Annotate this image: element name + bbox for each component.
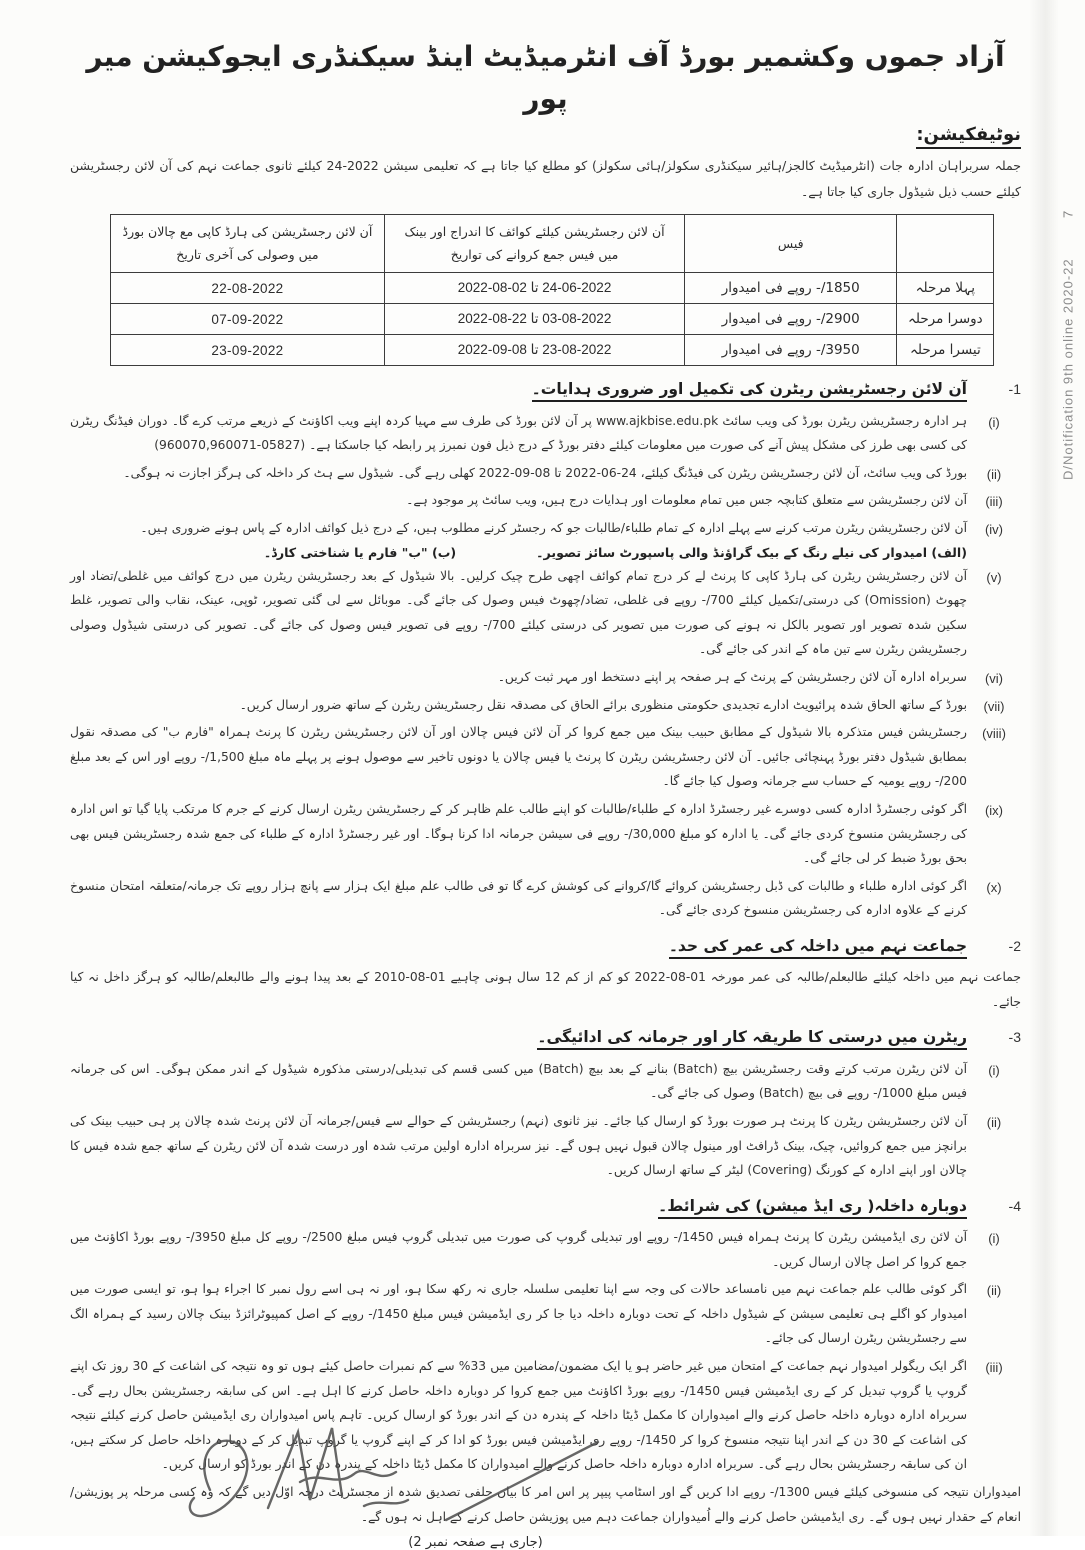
notification-heading: نوٹیفکیشن: — [916, 124, 1021, 149]
fee-cell: 2900/- روپے فی امیدوار — [685, 304, 897, 335]
photo-requirement-a: (الف) امیدوار کی نیلے رنگ کے بیک گراؤنڈ والی پاسپورٹ سائز تصویر۔ — [536, 544, 967, 560]
section-3-number: -3 — [1008, 1029, 1021, 1046]
table-row — [111, 335, 994, 366]
registration-schedule-table — [110, 214, 994, 366]
section-4-title-text: دوبارہ داخلہ( ری ایڈ میشن) کی شرائط۔ — [658, 1197, 967, 1219]
item-text: آن لائن رجسٹریشن ریٹرن کی ہارڈ کاپی کا پرنٹ لے کر درج تمام کوائف اچھی طرح چیک کرلیں۔ بالا شیڈول کے بعد رجسٹریشن ریٹرن میں درج کوائف میں غلطی/تضاد اور چھوٹ (Omission) کی درستی/تکمیل کیلئے 700/- روپے فی غلطی، تضاد/چھوٹ فیس وصول کی جائے گی۔ موبائل سے لی گئی تصویر، ٹوپی، عینک، نقاب والی تصویر، غلط سکین شدہ تصویر اور تصویر بالکل نہ ہونے کی صورت میں تصویر کی درستی کیلئے 700/- روپے فی تصویر فیس وصول کی جائے گی۔ تصویر کی درستی شیڈول وصولی رجسٹریشن ریٹرن سے تین ماہ کے اندر کی جائے گی۔ — [70, 568, 968, 657]
item-marker: (iv) — [984, 521, 1004, 537]
section-3-title-text: ریٹرن میں درستی کا طریقہ کار اور جرمانہ کی ادائیگی۔ — [537, 1028, 967, 1050]
item-text: اگر کوئی رجسٹرڈ ادارہ کسی دوسرے غیر رجسٹرڈ ادارہ کے طلباء/طالبات کو اپنے طالب علم ظاہر کر کے رجسٹریشن ریٹرن ارسال کرنے کے جرم کا مرتکب پایا گیا تو اس ادارہ کی رجسٹریشن منسوخ کردی جائے گی۔ یا ادارہ کو مبلغ 30,000/- روپے فی سیشن جرمانہ ادا کرنا ہوگا۔ اور غیر رجسٹرڈ ادارہ کے طلباء کی جمع شدہ رجسٹریشن فیس بھی بحق بورڈ ضبط کر لی جائے گی۔ — [70, 801, 967, 866]
list-item — [70, 409, 1021, 458]
stage-column-header — [897, 215, 994, 273]
list-item — [70, 461, 1021, 486]
section-2-paragraph: جماعت نہم میں داخلہ کیلئے طالبعلم/طالبہ کی عمر مورخہ 01-08-2022 کو کم از کم 12 سال ہونی چاہیے 01-08-2010 کے بعد پیدا ہونے والے طالبعلم/طالبہ کو ہرگز داخل نہ کیا جائے۔ — [70, 970, 1021, 1009]
item-marker: (iii) — [985, 494, 1003, 510]
last-date-cell: 07-09-2022 — [111, 304, 385, 335]
section-2-title-text: جماعت نہم میں داخلہ کی عمر کی حد۔ — [669, 937, 967, 959]
list-item — [70, 1109, 1021, 1183]
section-1-number: -1 — [1008, 381, 1021, 398]
item-text: بورڈ کے ساتھ الحاق شدہ پرائیویٹ ادارے تجدیدی حکومتی منظوری برائے الحاق کی مصدقہ نقل رجسٹریشن ریٹرن کے ساتھ ضرور ارسال کریں۔ — [239, 697, 967, 712]
item-marker: (vi) — [984, 670, 1004, 686]
section-2-heading-row — [70, 933, 1021, 959]
dates-cell: 24-06-2022 تا 02-08-2022 — [384, 273, 684, 304]
item-marker: (ii) — [986, 466, 1002, 482]
side-page-number: 7 — [1060, 210, 1076, 219]
scan-edge-shadow — [1029, 0, 1059, 1536]
list-item — [70, 564, 1021, 662]
section-1-title-text: آن لائن رجسٹریشن ریٹرن کی تکمیل اور ضروری ہدایات۔ — [532, 380, 967, 402]
stage-cell: تیسرا مرحلہ — [897, 335, 994, 366]
side-reference-note: D/Notification 9th online 2020-22 — [1060, 258, 1076, 480]
table-row — [111, 304, 994, 335]
item-marker: (ix) — [984, 802, 1004, 818]
section-3-title — [537, 1024, 967, 1050]
section-3-heading-row — [70, 1024, 1021, 1050]
item-marker: (ii) — [986, 1114, 1002, 1130]
item-text: آن لائن ری ایڈمیشن ریٹرن کا پرنٹ ہمراہ فیس 1450/- روپے اور تبدیلی گروپ کی صورت میں تبدیلی گروپ فیس مبلغ 2500/- روپے کل مبلغ 3950/- روپے بورڈ اکاؤنٹ میں جمع کروا کر اصل چالان ارسال کریں۔ — [70, 1230, 967, 1269]
item-text: اگر ایک ریگولر امیدوار نہم جماعت کے امتحان میں غیر حاضر ہو یا ایک مضمون/مضامین میں 33% سے کم نمبرات حاصل کیئے ہوں تو وہ نتیجہ کی اشاعت کے 30 روز تک اپنے گروپ یا گروپ تبدیل کر کے ری ایڈمیشن فیس 1450/- روپے بورڈ اکاؤنٹ میں جمع کروا کر دوبارہ داخلہ حاصل کرنے کا اہل ہے۔ اس کی سابقہ رجسٹریشن بحال رہے گی۔ سربراہ ادارہ دوبارہ داخلہ حاصل کرنے والے امیدواران کا مکمل ڈیٹا داخلہ کے پندرہ دن کے اندر بورڈ کو ارسال کریں۔ تاہم پاس امیدواران ری ایڈمیشن حاصل کرنے کیلئے نتیجہ کی اشاعت کے 30 دن کے اندر اپنا نتیجہ منسوخ کروا کر 1450/- روپے ری ایڈمیشن فیس بورڈ کو ادا کر کے اپنے گروپ یا گروپ تبدیل کر کے دوبارہ داخلہ حاصل کر سکتے ہیں، ان کی سابقہ رجسٹریشن بحال رہے گی۔ سربراہ ادارہ دوبارہ داخلہ حاصل کرنے والے امیدواران کا مکمل ڈیٹا داخلہ کے پندرہ دن کے اندر بورڈ کو ارسال کریں۔ — [70, 1359, 968, 1472]
item-marker: (viii) — [982, 726, 1006, 742]
continued-note: (جاری ہے صفحہ نمبر 2) — [408, 1535, 543, 1550]
item-text: بورڈ کی ویب سائٹ، آن لائن رجسٹریشن ریٹرن کی فیڈنگ کیلئے، 24-06-2022 تا 08-09-2022 کھلی رہے گی۔ شیڈول سے ہٹ کر داخلہ کی ہرگز اجازت نہ ہوگی۔ — [123, 465, 967, 480]
list-item — [70, 797, 1021, 871]
photo-requirement-b: (ب) "ب" فارم یا شناختی کارڈ۔ — [263, 544, 457, 560]
item-marker: (iii) — [985, 1360, 1003, 1376]
item-marker: (v) — [986, 569, 1002, 585]
photo-requirements-row — [70, 545, 967, 560]
item-text: سربراہ ادارہ آن لائن رجسٹریشن کے پرنٹ کے ہر صفحہ پر اپنے دستخط اور مہر ثبت کریں۔ — [497, 669, 967, 684]
hardcopy-column-header: آن لائن رجسٹریشن کی ہارڈ کاپی مع چالان بورڈ میں وصولی کی آخری تاریخ — [111, 215, 385, 273]
item-marker: (i) — [988, 414, 1000, 430]
item-marker: (x) — [986, 879, 1002, 895]
item-text: اگر کوئی طالب علم جماعت نہم میں نامساعد حالات کی وجہ سے اپنا تعلیمی سلسلہ جاری نہ رکھ سکا ہو، اور نہ ہی اسے رول نمبر کا اجراء ہوا ہو، تو ایسی صورت میں امیدوار کو اگلے ہی تعلیمی سیشن کے شیڈول داخلہ کے تحت دوبارہ داخلہ دیا جا کر ری ایڈمیشن فیس مبلغ 1450/- روپے کے اصل کمپیوٹرائزڈ بینک چالان رسید کے ہمراہ الگ سے رجسٹریشن ریٹرن ارسال کی جائے۔ — [70, 1282, 967, 1346]
notification-heading-row — [70, 124, 1021, 145]
list-item — [70, 488, 1021, 513]
stage-cell: دوسرا مرحلہ — [897, 304, 994, 335]
list-item — [70, 1225, 1021, 1274]
fee-cell: 1850/- روپے فی امیدوار — [685, 273, 897, 304]
section-4-number: -4 — [1008, 1197, 1021, 1214]
dates-cell: 03-08-2022 تا 22-08-2022 — [384, 304, 684, 335]
dates-column-header: آن لائن رجسٹریشن کیلئے کوائف کا اندراج اور بینک میں فیس جمع کروانے کی تواریخ — [384, 215, 684, 273]
side-margin-strip — [1057, 60, 1079, 480]
item-marker: (i) — [988, 1062, 1000, 1078]
list-item — [70, 665, 1021, 690]
item-marker: (ii) — [986, 1283, 1002, 1299]
section-4-heading-row — [70, 1193, 1021, 1219]
item-marker: (i) — [988, 1231, 1000, 1247]
fee-cell: 3950/- روپے فی امیدوار — [685, 335, 897, 366]
list-item — [70, 1277, 1021, 1351]
item-text: آن لائن رجسٹریشن سے متعلق کتابچہ جس میں تمام معلومات اور ہدایات درج ہیں، ویب سائٹ پر موجود ہے۔ — [406, 493, 967, 508]
item-text: آن لائن ریٹرن مرتب کرتے وقت رجسٹریشن بیچ (Batch) بنانے کے بعد بیچ (Batch) میں کسی قسم کی تبدیلی/درستی مذکورہ شیڈول کے اندر ممکن ہوگی۔ اس کی جرمانہ فیس مبلغ 1000/- روپے فی بیچ (Batch) وصول کی جائے گی۔ — [70, 1061, 967, 1101]
list-item — [70, 1057, 1021, 1106]
last-date-cell: 22-08-2022 — [111, 273, 385, 304]
item-text: رجسٹریشن فیس متذکرہ بالا شیڈول کے مطابق حبیب بینک میں جمع کروا کر آن لائن فیس چالان اور آن لائن رجسٹریشن ریٹرن کا پرنٹ ہمراہ "فارم ب" کی مصدقہ نقول بمطابق شیڈول دفتر بورڈ پہنچائی جائیں۔ آن لائن رجسٹریشن ریٹرن کا پرنٹ یا فیس چالان یا دونوں تاخیر سے موصول ہونے پر پہلے ماہ مبلغ 1,500/- روپے اور اس کے بعد مبلغ 200/- روپے یومیہ کے حساب سے جرمانہ وصول کیا جائے گا۔ — [70, 725, 967, 789]
closing-paragraph: امیدواران نتیجہ کی منسوخی کیلئے فیس 1300/- روپے ادا کریں گے اور اسٹامپ پیپر پر اس امر کا بیان حلفی تصدیق شدہ از مجسٹریٹ درجہ اوّل دیں گے کہ وہ کسی مرحلہ پر پوزیشن/انعام کے حقدار نہیں ہوں گے۔ ری ایڈمیشن حاصل کرنے والے اُمیدواران جماعت دہم میں پوزیشن حاصل کرنے کے اہل نہ ہوں گے۔ — [70, 1485, 1021, 1524]
item-text: آن لائن رجسٹریشن ریٹرن کا پرنٹ ہر صورت بورڈ کو ارسال کیا جائے۔ نیز ثانوی (نہم) رجسٹریشن کے حوالے سے فیس/جرمانہ آن لائن پرنٹ شدہ چالان پر ہی حبیب بینک کی برانچز میں جمع کروائیں، چیک، بینک ڈرافٹ اور مینول چالان قبول نہیں ہوں گے۔ نیز سربراہ ادارہ اولین مرتب شدہ اور درست شدہ آن لائن ریٹرن کے ساتھ جمع شدہ فیس کا چالان اور اپنے ادارہ کے کورنگ (Covering) لیٹر کے ساتھ ارسال کریں۔ — [70, 1113, 967, 1178]
list-item — [70, 1354, 1021, 1477]
stage-cell: پہلا مرحلہ — [897, 273, 994, 304]
board-title: آزاد جموں وکشمیر بورڈ آف انٹرمیڈیٹ اینڈ سیکنڈری ایجوکیشن میر پور — [86, 40, 1005, 115]
item-marker: (vii) — [983, 698, 1005, 714]
table-row — [111, 273, 994, 304]
section-1-title — [532, 376, 967, 402]
section-2-title — [669, 933, 967, 959]
section-1-heading-row — [70, 376, 1021, 402]
dates-cell: 23-08-2022 تا 08-09-2022 — [384, 335, 684, 366]
list-item — [70, 693, 1021, 718]
item-text: ہر ادارہ رجسٹریشن ریٹرن بورڈ کی ویب سائٹ www.ajkbise.edu.pk پر آن لائن بورڈ کی طرف سے مہیا کردہ اپنے ویب اکاؤنٹ کے ذریعے مرتب کرے گا۔ دوران فیڈنگ ریٹرن کی کسی بھی طرز کی مشکل پیش آنے کی صورت میں معلومات کیلئے دفتر بورڈ کے درج ذیل فون نمبرز پر رابطہ کیا جاسکتا ہے۔ (05827-960070,960071) — [70, 413, 967, 453]
intro-paragraph: جملہ سربراہان ادارہ جات (انٹرمیڈیٹ کالجز/ہائیر سیکنڈری سکولز/ہائی سکولز) کو مطلع کیا جاتا ہے کہ تعلیمی سیشن 2022-24 کیلئے ثانوی جماعت نہم کی آن لائن رجسٹریشن کیلئے حسب ذیل شیڈول جاری کیا جاتا ہے۔ — [70, 158, 1021, 199]
last-date-cell: 23-09-2022 — [111, 335, 385, 366]
table-header-row — [111, 215, 994, 273]
fee-column-header: فیس — [685, 215, 897, 273]
item-text: آن لائن رجسٹریشن ریٹرن مرتب کرنے سے پہلے ادارہ کے تمام طلباء/طالبات جو کہ رجسٹر کرنے مطلوب ہیں، کے درج ذیل کوائف ادارہ کے پاس ہونے ضروری ہیں۔ — [140, 520, 967, 535]
list-item — [70, 874, 1021, 923]
list-item — [70, 720, 1021, 794]
section-2-number: -2 — [1008, 937, 1021, 954]
item-text: اگر کوئی ادارہ طلباء و طالبات کی ڈبل رجسٹریشن کروائے گا/کروانے کی کوشش کرے گا تو فی طالب علم مبلغ ایک ہزار سے پانچ ہزار روپے تک جرمانہ/متعلقہ امتحان منسوخ کرنے کے علاوہ ادارہ کی رجسٹریشن منسوخ کردی جائے گی۔ — [70, 878, 967, 918]
list-item — [70, 516, 1021, 541]
section-4-title — [658, 1193, 967, 1219]
